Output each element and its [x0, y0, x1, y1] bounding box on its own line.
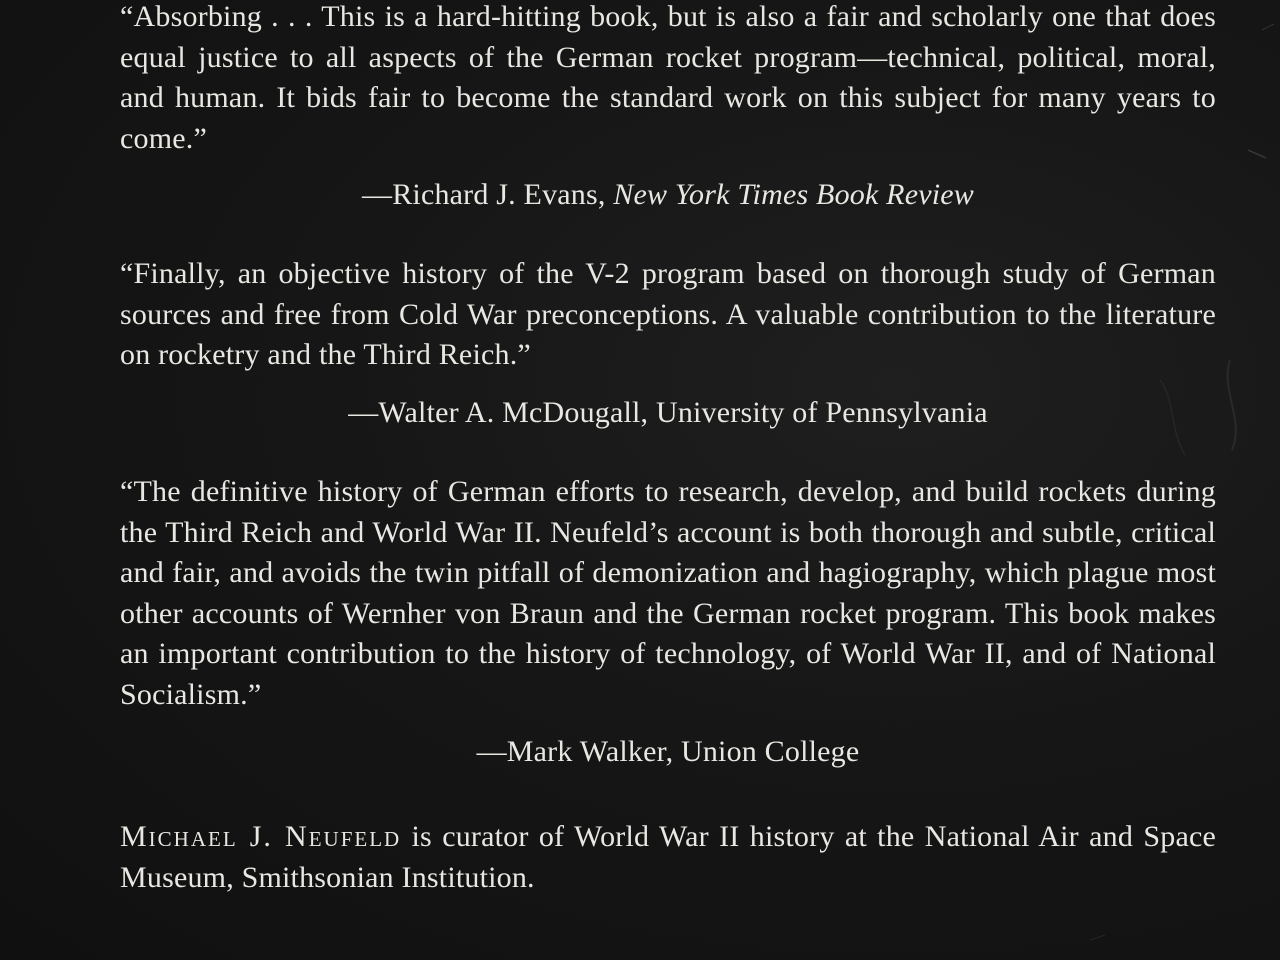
attribution-publication: New York Times Book Review: [613, 178, 974, 211]
blurb-attribution-2: —Walter A. McDougall, University of Pennsylvania: [348, 396, 988, 429]
blurb-quote-3: “The definitive history of German efforts to research, develop, and build rockets during the Third Reich and World War II. Neufeld’s account is both thorough and subtle, critical and fair, and avoids the twin pitfall of demonization and hagiography, which plague most other accounts of Wernher von Braun and the German rocket program. This book makes an important contribution to the history of technology, of World War II, and of National Socialism.”: [120, 475, 1216, 711]
blurb-quote-2: “Finally, an objective history of the V-2 program based on thorough study of German sources and free from Cold War preconceptions. A valuable contribution to the literature on rocketry and the Third Reich.”: [120, 257, 1216, 371]
blurb-attribution-1: [120, 175, 1216, 215]
author-name: Michael J. Neufeld: [120, 820, 402, 853]
blurb-quote-1: “Absorbing . . . This is a hard-hitting book, but is also a fair and scholarly one that does equal justice to all aspects of the German rocket program—technical, political, moral, and human. It bids fair to become the standard work on this subject for many years to come.”: [120, 0, 1216, 155]
author-bio-text: is curator of World War II history at the National Air and Space Museum, Smithsonian Institution.: [120, 820, 1216, 894]
attribution-name: —Richard J. Evans,: [362, 178, 614, 211]
blurb-attribution-3: —Mark Walker, Union College: [476, 735, 860, 768]
author-bio: [120, 817, 1216, 898]
